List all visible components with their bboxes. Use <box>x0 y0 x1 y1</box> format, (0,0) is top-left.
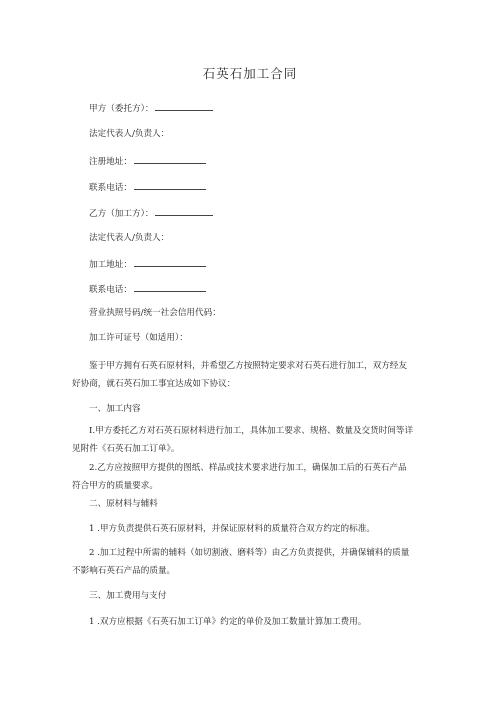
document-title: 石英石加工合同 <box>202 66 298 81</box>
section-heading-3: 三、加工费用与支付 <box>89 591 167 601</box>
party-a-address-label: 注册地址： <box>89 157 132 167</box>
section-3-item-1: 1 .双方应根据《石英石加工订单》约定的单价及加工数量计算加工费用。 <box>89 617 367 627</box>
party-b-address-blank[interactable] <box>134 257 206 267</box>
party-a-blank[interactable] <box>155 101 213 111</box>
party-a-phone-line <box>89 180 206 194</box>
party-a-legal-rep: 法定代表人/负责人： <box>89 129 170 139</box>
party-a-address-line <box>89 154 206 168</box>
party-b-legal-rep: 法定代表人/负责人： <box>89 233 170 243</box>
party-b-phone-blank[interactable] <box>134 282 206 292</box>
party-b-phone-line <box>89 282 206 296</box>
party-a-phone-label: 联系电话： <box>89 183 132 193</box>
party-b-license-code: 营业执照号码/统一社会信用代码： <box>89 308 221 318</box>
party-a-line <box>89 101 213 115</box>
section-1-item-2: 2.乙方应按照甲方提供的图纸、样品或技术要求进行加工，确保加工后的石英石产品符合甲方的质量要求。 <box>72 463 407 491</box>
party-b-address-label: 加工地址： <box>89 260 132 270</box>
party-b-label: 乙方（加工方）： <box>89 209 154 219</box>
section-2-item-1: 1 .甲方负责提供石英石原材料，并保证原材料的质量符合双方约定的标准。 <box>89 524 375 534</box>
party-b-blank[interactable] <box>155 206 213 216</box>
party-b-address-line <box>89 257 206 271</box>
section-1-item-1: I.甲方委托乙方对石英石原材料进行加工，具体加工要求、规格、数量及交货时间等详见附件《石英石加工订单》。 <box>72 426 414 454</box>
party-b-processing-permit: 加工许可证号（如适用）： <box>89 333 188 343</box>
party-a-label: 甲方（委托方）： <box>89 104 154 114</box>
party-b-phone-label: 联系电话： <box>89 285 132 295</box>
section-heading-2: 二、原材料与辅料 <box>89 499 158 509</box>
party-a-address-blank[interactable] <box>134 154 206 164</box>
preamble: 鉴于甲方拥有石英石原材料，并希望乙方按照特定要求对石英石进行加工，双方经友好协商，就石英石加工事宜达成如下协议： <box>72 361 407 389</box>
party-b-line <box>89 206 213 220</box>
section-heading-1: 一、加工内容 <box>89 404 141 414</box>
section-2-item-2: 2 .加工过程中所需的辅料（如切割液、磨料等）由乙方负责提供，并确保辅料的质量不影响石英石产品的质量。 <box>72 548 410 576</box>
party-a-phone-blank[interactable] <box>134 180 206 190</box>
